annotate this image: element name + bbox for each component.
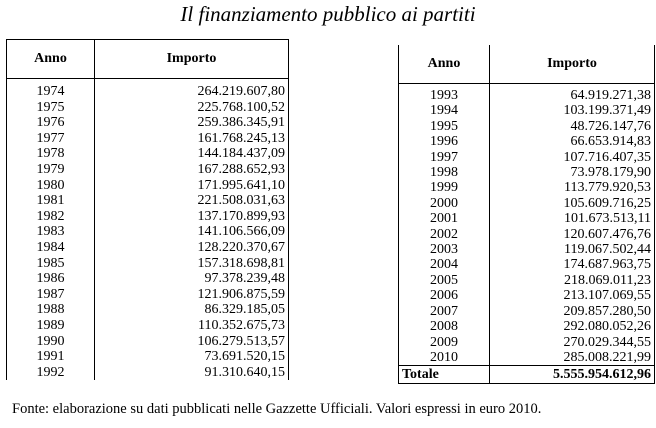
table-header-row <box>7 40 289 79</box>
table-row <box>7 271 289 287</box>
amount-cell: 48.726.147,76 <box>490 119 655 134</box>
amount-cell: 73.691.520,15 <box>95 349 289 365</box>
column-header-year: Anno <box>7 40 95 79</box>
table-row <box>7 162 289 178</box>
table-row <box>399 150 655 165</box>
year-cell: 2002 <box>399 227 490 242</box>
table-row <box>7 365 289 381</box>
column-header-amount: Importo <box>95 40 289 79</box>
table-row <box>7 79 289 100</box>
year-cell: 1974 <box>7 79 95 100</box>
table-row <box>399 273 655 288</box>
year-cell: 1986 <box>7 271 95 287</box>
amount-cell: 103.199.371,49 <box>490 103 655 118</box>
year-cell: 1989 <box>7 318 95 334</box>
amount-cell: 105.609.716,25 <box>490 196 655 211</box>
table-row <box>7 131 289 147</box>
table-row <box>7 287 289 303</box>
table-row <box>7 178 289 194</box>
source-note: Fonte: elaborazione su dati pubblicati nelle Gazzette Ufficiali. Valori espressi in euro 2010. <box>12 401 542 417</box>
table-row <box>7 209 289 225</box>
table-row <box>399 242 655 257</box>
table-row <box>7 146 289 162</box>
table-row <box>399 180 655 195</box>
amount-cell: 137.170.899,93 <box>95 209 289 225</box>
table-row <box>399 227 655 242</box>
amount-cell: 107.716.407,35 <box>490 150 655 165</box>
amount-cell: 121.906.875,59 <box>95 287 289 303</box>
year-cell: 2006 <box>399 288 490 303</box>
table-row <box>399 103 655 118</box>
right-table <box>398 45 655 384</box>
amount-cell: 259.386.345,91 <box>95 115 289 131</box>
year-cell: 1993 <box>399 84 490 104</box>
amount-cell: 218.069.011,23 <box>490 273 655 288</box>
amount-cell: 120.607.476,76 <box>490 227 655 242</box>
left-table <box>6 39 289 380</box>
column-header-year: Anno <box>399 45 490 84</box>
year-cell: 1999 <box>399 180 490 195</box>
table-row <box>7 302 289 318</box>
year-cell: 1981 <box>7 193 95 209</box>
total-amount: 5.555.954.612,96 <box>490 366 655 384</box>
amount-cell: 101.673.513,11 <box>490 211 655 226</box>
year-cell: 2008 <box>399 319 490 334</box>
page-title: Il finanziamento pubblico ai partiti <box>180 2 476 26</box>
table-row <box>7 100 289 116</box>
table-row <box>7 349 289 365</box>
year-cell: 1991 <box>7 349 95 365</box>
year-cell: 2004 <box>399 257 490 272</box>
year-cell: 2003 <box>399 242 490 257</box>
table-header-row <box>399 45 655 84</box>
amount-cell: 106.279.513,57 <box>95 334 289 350</box>
table-row <box>399 134 655 149</box>
amount-cell: 119.067.502,44 <box>490 242 655 257</box>
year-cell: 1980 <box>7 178 95 194</box>
amount-cell: 128.220.370,67 <box>95 240 289 256</box>
amount-cell: 292.080.052,26 <box>490 319 655 334</box>
year-cell: 1975 <box>7 100 95 116</box>
table-row <box>399 84 655 104</box>
amount-cell: 66.653.914,83 <box>490 134 655 149</box>
year-cell: 2007 <box>399 304 490 319</box>
table-row <box>7 318 289 334</box>
column-header-amount: Importo <box>490 45 655 84</box>
year-cell: 1990 <box>7 334 95 350</box>
amount-cell: 285.008.221,99 <box>490 350 655 366</box>
year-cell: 2009 <box>399 335 490 350</box>
year-cell: 1987 <box>7 287 95 303</box>
table-row <box>399 165 655 180</box>
table-row <box>399 196 655 211</box>
amount-cell: 225.768.100,52 <box>95 100 289 116</box>
total-label: Totale <box>399 366 490 384</box>
table-row <box>7 256 289 272</box>
year-cell: 1995 <box>399 119 490 134</box>
table-row <box>399 335 655 350</box>
year-cell: 1978 <box>7 146 95 162</box>
year-cell: 1992 <box>7 365 95 381</box>
year-cell: 1985 <box>7 256 95 272</box>
year-cell: 1976 <box>7 115 95 131</box>
amount-cell: 144.184.437,09 <box>95 146 289 162</box>
amount-cell: 73.978.179,90 <box>490 165 655 180</box>
amount-cell: 171.995.641,10 <box>95 178 289 194</box>
table-row <box>399 350 655 366</box>
table-row <box>399 211 655 226</box>
year-cell: 1998 <box>399 165 490 180</box>
amount-cell: 91.310.640,15 <box>95 365 289 381</box>
total-row <box>399 366 655 384</box>
table-row <box>7 193 289 209</box>
amount-cell: 209.857.280,50 <box>490 304 655 319</box>
year-cell: 2005 <box>399 273 490 288</box>
amount-cell: 264.219.607,80 <box>95 79 289 100</box>
year-cell: 1982 <box>7 209 95 225</box>
year-cell: 1997 <box>399 150 490 165</box>
table-row <box>399 288 655 303</box>
amount-cell: 167.288.652,93 <box>95 162 289 178</box>
table-row <box>7 115 289 131</box>
amount-cell: 270.029.344,55 <box>490 335 655 350</box>
amount-cell: 113.779.920,53 <box>490 180 655 195</box>
amount-cell: 221.508.031,63 <box>95 193 289 209</box>
table-row <box>399 119 655 134</box>
year-cell: 2001 <box>399 211 490 226</box>
amount-cell: 174.687.963,75 <box>490 257 655 272</box>
table-row <box>399 257 655 272</box>
amount-cell: 141.106.566,09 <box>95 224 289 240</box>
year-cell: 2000 <box>399 196 490 211</box>
amount-cell: 86.329.185,05 <box>95 302 289 318</box>
amount-cell: 64.919.271,38 <box>490 84 655 104</box>
amount-cell: 157.318.698,81 <box>95 256 289 272</box>
table-row <box>7 334 289 350</box>
amount-cell: 97.378.239,48 <box>95 271 289 287</box>
year-cell: 1996 <box>399 134 490 149</box>
table-row <box>7 224 289 240</box>
year-cell: 1994 <box>399 103 490 118</box>
table-row <box>7 240 289 256</box>
year-cell: 1983 <box>7 224 95 240</box>
year-cell: 1988 <box>7 302 95 318</box>
year-cell: 1979 <box>7 162 95 178</box>
year-cell: 1984 <box>7 240 95 256</box>
year-cell: 1977 <box>7 131 95 147</box>
amount-cell: 213.107.069,55 <box>490 288 655 303</box>
table-row <box>399 319 655 334</box>
year-cell: 2010 <box>399 350 490 366</box>
amount-cell: 110.352.675,73 <box>95 318 289 334</box>
table-row <box>399 304 655 319</box>
amount-cell: 161.768.245,13 <box>95 131 289 147</box>
